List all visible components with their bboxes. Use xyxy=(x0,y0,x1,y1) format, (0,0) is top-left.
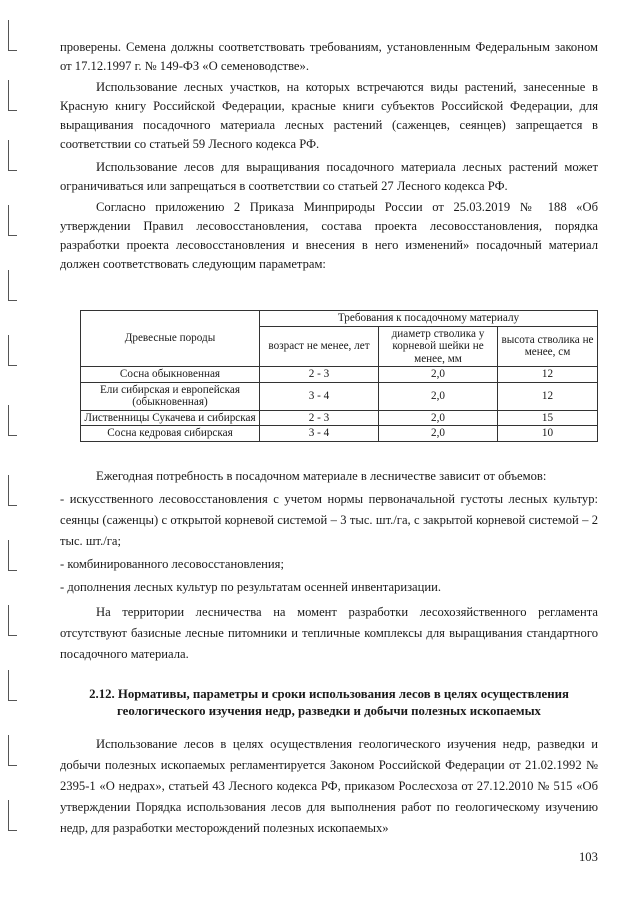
species-cell: Сосна кедровая сибирская xyxy=(81,426,260,442)
paragraph: Использование лесов для выращивания посадочного материала лесных растений может ограничиваться или запрещаться в соответствии со статьей 27 Лесного кодекса РФ. xyxy=(60,160,598,193)
species-cell: Лиственницы Сукачева и сибирская xyxy=(81,410,260,426)
table-row xyxy=(81,367,598,383)
diameter-cell: 2,0 xyxy=(379,382,498,410)
height-cell: 15 xyxy=(498,410,598,426)
scan-edge-mark xyxy=(8,540,17,571)
table-row xyxy=(81,426,598,442)
height-cell: 10 xyxy=(498,426,598,442)
requirements-group-header: Требования к посадочному материалу xyxy=(260,311,598,327)
section-heading xyxy=(60,686,598,720)
age-cell: 3 - 4 xyxy=(260,426,379,442)
bottom-text-block xyxy=(60,734,598,840)
scan-edge-marks xyxy=(8,20,28,880)
age-cell: 2 - 3 xyxy=(260,410,379,426)
seedling-requirements-table xyxy=(80,310,598,442)
scan-edge-mark xyxy=(8,800,17,831)
height-cell: 12 xyxy=(498,367,598,383)
diameter-cell: 2,0 xyxy=(379,426,498,442)
page-number: 103 xyxy=(579,850,598,864)
age-cell: 3 - 4 xyxy=(260,382,379,410)
scan-edge-mark xyxy=(8,80,17,111)
section-number: 2.12. xyxy=(89,687,115,701)
diameter-cell: 2,0 xyxy=(379,410,498,426)
list-item: - дополнения лесных культур по результатам осенней инвентаризации. xyxy=(60,580,441,594)
age-cell: 2 - 3 xyxy=(260,367,379,383)
species-column-header: Древесные породы xyxy=(81,311,260,367)
scan-edge-mark xyxy=(8,140,17,171)
height-column-header: высота стволика не менее, см xyxy=(498,326,598,367)
scan-edge-mark xyxy=(8,20,17,51)
scan-edge-mark xyxy=(8,205,17,236)
middle-text-block xyxy=(60,466,598,666)
species-cell: Ели сибирская и европейская (обыкновенная) xyxy=(81,382,260,410)
species-cell: Сосна обыкновенная xyxy=(81,367,260,383)
height-cell: 12 xyxy=(498,382,598,410)
paragraph: Использование лесов в целях осуществления геологического изучения недр, разведки и добычи полезных ископаемых регламентируется Законом Российской Федерации от 21.02.1992 № 2395-1 «О недрах», статьей 43 Лесного кодекса РФ, приказом Рослесхоза от 27.12.2010 № 515 «Об утверждении Порядка использования лесов для выполнения работ по геологическому изучению недр, для разработки месторождений полезных ископаемых» xyxy=(60,737,598,835)
age-column-header: возраст не менее, лет xyxy=(260,326,379,367)
paragraph: Использование лесных участков, на которых встречаются виды растений, занесенные в Красную книгу Российской Федерации, красные книги субъектов Российской Федерации, для выращивания посадочного материала лесных растений (саженцев, сеянцев) запрещается в соответствии со статьей 59 Лесного кодекса РФ. xyxy=(60,80,598,151)
paragraph: проверены. Семена должны соответствовать требованиям, установленным Федеральным законом от 17.12.1997 г. № 149-ФЗ «О семеноводстве». xyxy=(60,40,598,73)
scan-edge-mark xyxy=(8,405,17,436)
paragraph: Согласно приложению 2 Приказа Минприроды России от 25.03.2019 № 188 «Об утверждении Правил лесовосстановления, состава проекта лесовосстановления, порядка разработки проекта лесовосстановления и внесения в него изменений» посадочный материал должен соответствовать следующим параметрам: xyxy=(60,200,598,271)
scan-edge-mark xyxy=(8,670,17,701)
table-row xyxy=(81,382,598,410)
scan-edge-mark xyxy=(8,335,17,366)
table-row xyxy=(81,410,598,426)
scan-edge-mark xyxy=(8,270,17,301)
diameter-cell: 2,0 xyxy=(379,367,498,383)
paragraph: На территории лесничества на момент разработки лесохозяйственного регламента отсутствуют базисные лесные питомники и тепличные комплексы для выращивания стандартного посадочного материала. xyxy=(60,605,598,661)
list-item: - искусственного лесовосстановления с учетом нормы первоначальной густоты лесных культур: сеянцы (саженцы) с открытой корневой системой – 3 тыс. шт./га, с закрытой корневой системой – 2 тыс. шт./га; xyxy=(60,492,598,548)
scan-edge-mark xyxy=(8,605,17,636)
top-text-block xyxy=(60,38,598,275)
diameter-column-header: диаметр стволика у корневой шейки не менее, мм xyxy=(379,326,498,367)
scan-edge-mark xyxy=(8,735,17,766)
scan-edge-mark xyxy=(8,475,17,506)
section-title: Нормативы, параметры и сроки использования лесов в целях осуществления геологического изучения недр, разведки и добычи полезных ископаемых xyxy=(117,687,569,718)
paragraph: Ежегодная потребность в посадочном материале в лесничестве зависит от объемов: xyxy=(96,469,547,483)
list-item: - комбинированного лесовосстановления; xyxy=(60,557,284,571)
